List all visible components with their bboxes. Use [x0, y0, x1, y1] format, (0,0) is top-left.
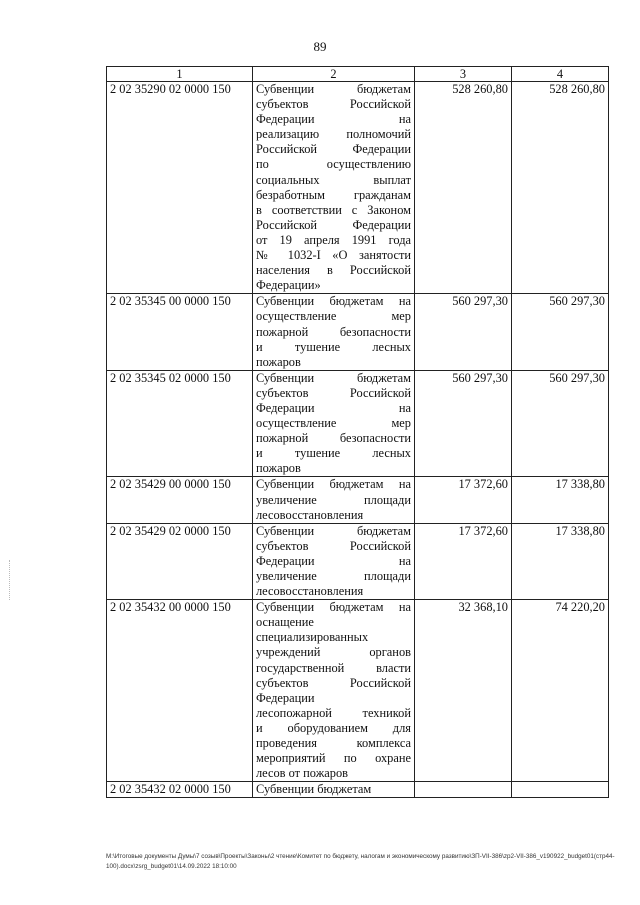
- header-cell-value-2: 4: [512, 67, 609, 82]
- description-line: по осуществлению: [256, 157, 411, 172]
- description-line: Субвенции бюджетам: [256, 370, 411, 385]
- table-row: [107, 600, 609, 782]
- description-line: и тушение лесных: [256, 446, 411, 461]
- description-line: Субвенции бюджетам на: [256, 294, 411, 309]
- description-line: населения в Российской: [256, 263, 411, 278]
- description-line: Российской Федерации: [256, 217, 411, 232]
- description-line: лесовосстановления: [256, 584, 364, 599]
- amount-cell-col4: 74 220,20: [512, 600, 609, 782]
- description-line: от 19 апреля 1991 года: [256, 232, 411, 247]
- amount-cell-col4: 17 338,80: [512, 477, 609, 523]
- header-cell-value-1: 3: [415, 67, 512, 82]
- table-row: [107, 477, 609, 523]
- description-cell: [253, 82, 415, 294]
- amount-cell-col3: 560 297,30: [415, 294, 512, 370]
- budget-code-cell: 2 02 35432 00 0000 150: [107, 600, 253, 782]
- description-line: Субвенции бюджетам: [256, 782, 372, 797]
- description-line: Субвенции бюджетам: [256, 82, 411, 96]
- description-line: учреждений органов: [256, 645, 411, 660]
- description-line: увеличение площади: [256, 569, 411, 583]
- description-line: осуществление мер: [256, 416, 411, 431]
- description-line: Федерации: [256, 690, 315, 705]
- description-line: осуществление мер: [256, 309, 411, 324]
- description-line: специализированных: [256, 630, 369, 645]
- amount-cell-col4: [512, 782, 609, 798]
- description-line: и тушение лесных: [256, 339, 411, 354]
- description-line: Федерации на: [256, 400, 411, 415]
- amount-cell-col3: 528 260,80: [415, 82, 512, 294]
- page-number: 89: [313, 39, 327, 54]
- amount-cell-col3: 17 372,60: [415, 523, 512, 599]
- table-header-row: [107, 67, 609, 82]
- description-line: лесов от пожаров: [256, 766, 348, 781]
- budget-table: [106, 66, 609, 798]
- budget-code-cell: 2 02 35429 02 0000 150: [107, 523, 253, 599]
- description-line: Российской Федерации: [256, 142, 411, 157]
- table-row: [107, 294, 609, 370]
- description-line: Федерации»: [256, 278, 321, 293]
- budget-code-cell: 2 02 35345 00 0000 150: [107, 294, 253, 370]
- amount-cell-col4: 560 297,30: [512, 294, 609, 370]
- table-row: [107, 782, 609, 798]
- budget-code-cell: 2 02 35345 02 0000 150: [107, 370, 253, 477]
- description-line: реализацию полномочий: [256, 127, 411, 142]
- description-line: Субвенции бюджетам на: [256, 477, 411, 492]
- table-row: [107, 523, 609, 599]
- table-row: [107, 82, 609, 294]
- description-line: пожарной безопасности: [256, 431, 411, 446]
- description-line: мероприятий по охране: [256, 751, 411, 766]
- description-line: в соответствии с Законом: [256, 202, 411, 217]
- table-row: [107, 370, 609, 477]
- description-line: Федерации на: [256, 112, 411, 127]
- budget-code-cell: 2 02 35432 02 0000 150: [107, 782, 253, 798]
- description-line: лесопожарной техникой: [256, 705, 411, 720]
- description-line: пожаров: [256, 461, 301, 476]
- description-line: Субвенции бюджетам на: [256, 600, 411, 615]
- budget-code-cell: 2 02 35290 02 0000 150: [107, 82, 253, 294]
- description-line: и оборудованием для: [256, 720, 411, 735]
- description-line: Субвенции бюджетам: [256, 523, 411, 538]
- description-cell: [253, 294, 415, 370]
- amount-cell-col3: 560 297,30: [415, 370, 512, 477]
- left-margin-marks: [9, 560, 12, 600]
- description-cell: [253, 782, 415, 798]
- amount-cell-col4: 528 260,80: [512, 82, 609, 294]
- file-path-footer: М:\Итоговые документы Думы\7 созыв\Проекты\Законы\2 чтение\Комитет по бюджету, налогам и экономическому развитию\ЗП-VII-386\zp2-VII-386_v190922_budget01(стр44-100).docx\zsrg_budget01\14.09.2022 18:10:00: [106, 853, 615, 870]
- amount-cell-col4: 560 297,30: [512, 370, 609, 477]
- description-line: лесовосстановления: [256, 507, 364, 522]
- description-line: увеличение площади: [256, 492, 411, 507]
- budget-code-cell: 2 02 35429 00 0000 150: [107, 477, 253, 523]
- description-line: субъектов Российской: [256, 538, 411, 553]
- description-line: проведения комплекса: [256, 736, 411, 751]
- description-line: субъектов Российской: [256, 675, 411, 690]
- description-line: безработным гражданам: [256, 187, 411, 202]
- header-cell-name: 2: [253, 67, 415, 82]
- description-line: социальных выплат: [256, 172, 411, 187]
- amount-cell-col3: [415, 782, 512, 798]
- description-line: пожаров: [256, 354, 301, 369]
- amount-cell-col3: 32 368,10: [415, 600, 512, 782]
- description-line: субъектов Российской: [256, 385, 411, 400]
- description-line: № 1032-I «О занятости: [256, 248, 411, 263]
- description-cell: [253, 600, 415, 782]
- amount-cell-col3: 17 372,60: [415, 477, 512, 523]
- header-cell-code: 1: [107, 67, 253, 82]
- description-line: оснащение: [256, 615, 314, 630]
- amount-cell-col4: 17 338,80: [512, 523, 609, 599]
- description-cell: [253, 477, 415, 523]
- description-line: Федерации на: [256, 553, 411, 568]
- description-cell: [253, 523, 415, 599]
- description-cell: [253, 370, 415, 477]
- description-line: субъектов Российской: [256, 97, 411, 112]
- description-line: государственной власти: [256, 660, 411, 675]
- description-line: пожарной безопасности: [256, 324, 411, 339]
